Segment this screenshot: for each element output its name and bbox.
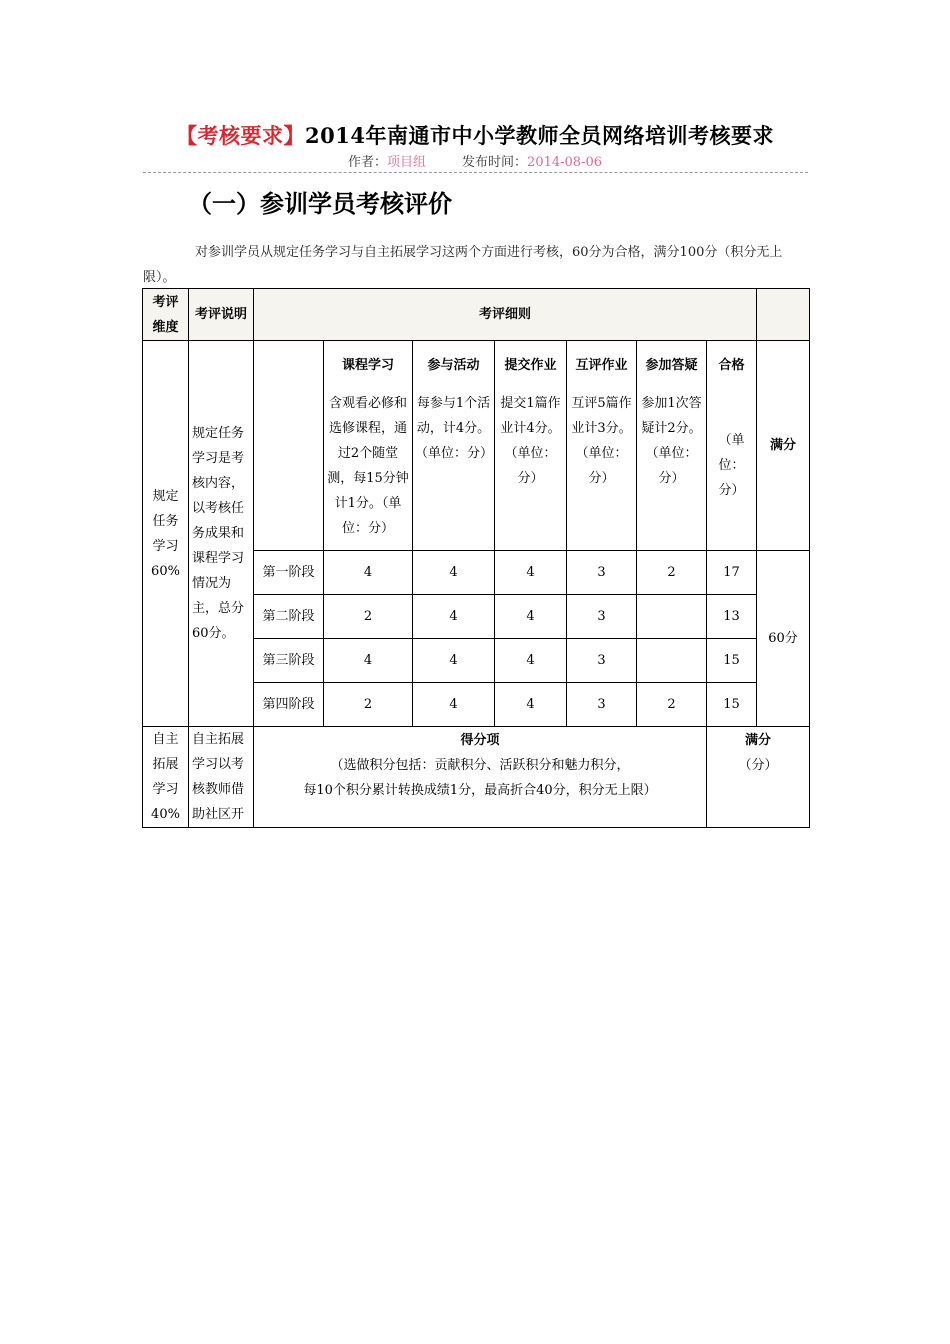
table-row [143, 727, 810, 828]
intro-paragraph: 对参训学员从规定任务学习与自主拓展学习这两个方面进行考核，60分为合格，满分100分（积分无上限）。 [143, 245, 783, 285]
table-cell: 3 [567, 595, 637, 639]
table-cell: 4 [324, 639, 413, 683]
assessment-table [142, 288, 810, 828]
col-homework: 提交作业 提交1篇作业计4分。（单位：分） [495, 341, 567, 551]
table-cell: 17 [707, 551, 757, 595]
table-cell: 4 [495, 683, 567, 727]
author-value[interactable]: 项目组 [387, 155, 427, 170]
table-cell: 3 [567, 683, 637, 727]
self-full-score-cell [707, 727, 810, 828]
table-cell: 3 [567, 639, 637, 683]
stage-label: 第二阶段 [254, 595, 324, 639]
header-blank [757, 289, 810, 341]
self-full-label: 满分 [745, 733, 772, 748]
header-rules: 考评细则 [254, 289, 757, 341]
table-cell: 2 [637, 683, 707, 727]
table-cell: 4 [413, 595, 495, 639]
table-cell [637, 639, 707, 683]
header-description: 考评说明 [189, 289, 254, 341]
table-row [143, 341, 810, 551]
dashed-divider [143, 172, 808, 173]
table-cell: 4 [495, 551, 567, 595]
table-cell: 4 [413, 683, 495, 727]
author-label: 作者： [348, 155, 388, 170]
table-cell: 15 [707, 683, 757, 727]
score-items-title: 得分项 [460, 733, 500, 748]
col-course: 课程学习 含观看必修和选修课程，通过2个随堂测，每15分钟计1分。（单位：分） [324, 341, 413, 551]
table-cell: 2 [324, 595, 413, 639]
header-dimension: 考评维度 [143, 289, 189, 341]
dimension-required-cell: 规定任务学习60% [143, 341, 189, 727]
dimension-self-cell: 自主拓展学习40% [143, 727, 189, 828]
score-items-line2: 每10个积分累计转换成绩1分，最高折合40分，积分无上限） [303, 783, 657, 798]
table-header-row [143, 289, 810, 341]
col-pass: 合格 （单位：分） [707, 341, 757, 551]
table-cell: 4 [324, 551, 413, 595]
col-activity: 参与活动 每参与1个活动，计4分。（单位：分） [413, 341, 495, 551]
date-label: 发布时间： [462, 155, 528, 170]
document-title [0, 120, 950, 150]
stage-label: 第一阶段 [254, 551, 324, 595]
blank-cell [254, 341, 324, 551]
table-cell: 4 [413, 639, 495, 683]
full-score-label: 满分 [757, 341, 810, 551]
self-full-unit: （分） [738, 758, 778, 773]
table-cell: 15 [707, 639, 757, 683]
table-cell: 3 [567, 551, 637, 595]
col-qa: 参加答疑 参加1次答疑计2分。（单位：分） [637, 341, 707, 551]
table-cell: 4 [495, 639, 567, 683]
score-items-cell [254, 727, 707, 828]
stage-label: 第四阶段 [254, 683, 324, 727]
table-cell: 4 [495, 595, 567, 639]
title-text: 2014年南通市中小学教师全员网络培训考核要求 [305, 123, 774, 148]
score-items-line1: （选做积分包括：贡献积分、活跃积分和魅力积分， [330, 758, 630, 773]
col-peer-review: 互评作业 互评5篇作业计3分。（单位：分） [567, 341, 637, 551]
full-score-value: 60分 [757, 551, 810, 727]
title-tag: 【考核要求】 [176, 123, 306, 148]
table-cell: 2 [324, 683, 413, 727]
table-cell: 2 [637, 551, 707, 595]
table-cell: 4 [413, 551, 495, 595]
article-meta [0, 151, 950, 170]
date-value: 2014-08-06 [527, 155, 602, 170]
table-cell: 13 [707, 595, 757, 639]
description-required-cell: 规定任务学习是考核内容，以考核任务成果和课程学习情况为主，总分60分。 [189, 341, 254, 727]
table-cell [637, 595, 707, 639]
stage-label: 第三阶段 [254, 639, 324, 683]
description-self-cell: 自主拓展学习以考核教师借助社区开 [189, 727, 254, 828]
section-title: （一）参训学员考核评价 [188, 189, 452, 218]
